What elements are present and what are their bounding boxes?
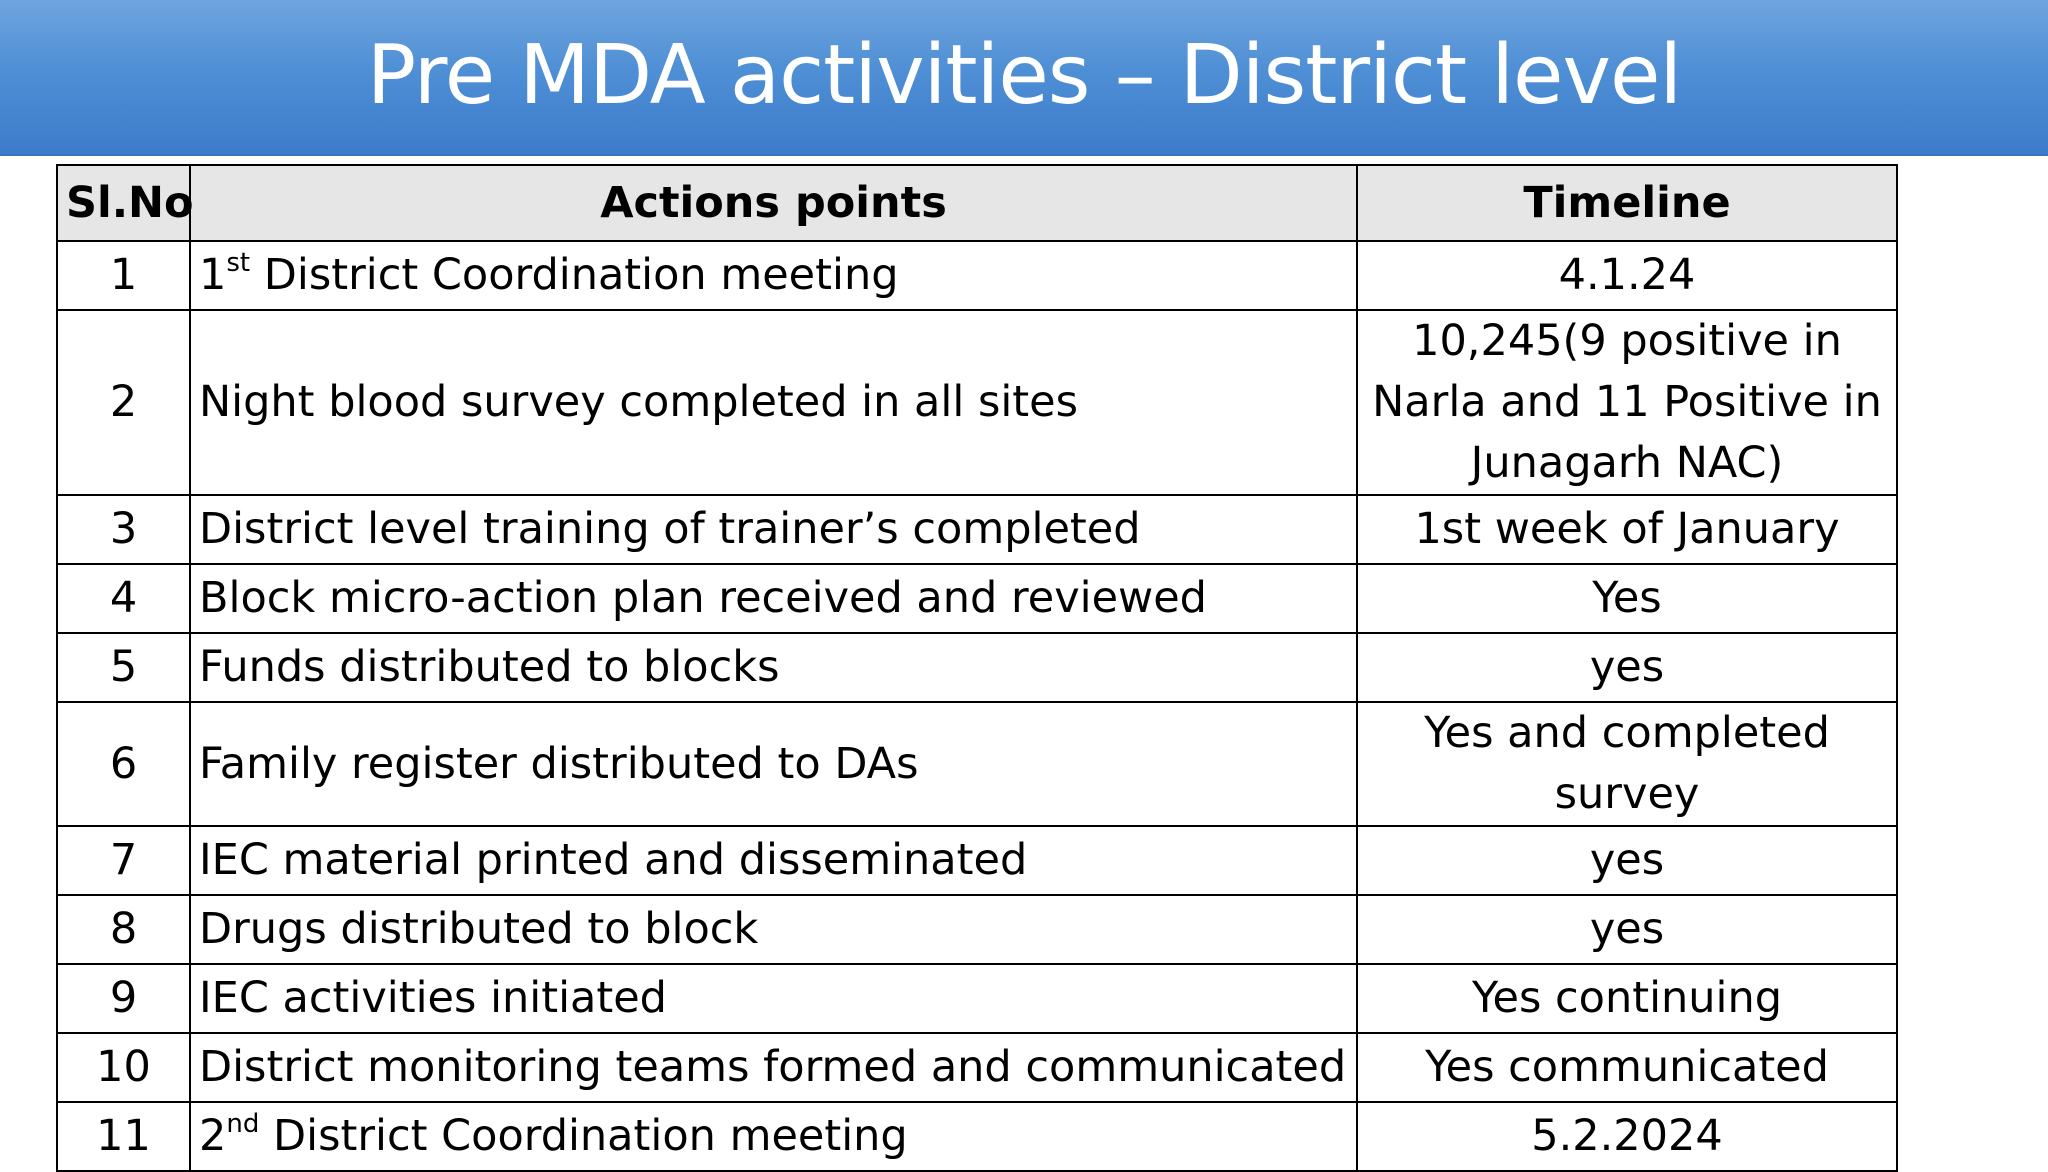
activities-table [56,164,1898,1172]
header-actions-points: Actions points [190,165,1357,241]
action-point: Night blood survey completed in all sites [190,310,1357,495]
timeline-value [1357,702,1897,826]
header-sl-no: Sl.No [57,165,190,241]
table-row [57,1033,1897,1102]
action-point [190,1102,1357,1171]
action-point: IEC material printed and disseminated [190,826,1357,895]
timeline-value [1357,310,1897,495]
action-point: Funds distributed to blocks [190,633,1357,702]
timeline-value: 5.2.2024 [1357,1102,1897,1171]
row-number: 9 [57,964,190,1033]
action-point [190,241,1357,310]
table-row [57,1102,1897,1171]
timeline-value: yes [1357,895,1897,964]
row-number: 2 [57,310,190,495]
action-ordinal: 1 [199,250,227,300]
action-point: District level training of trainer’s completed [190,495,1357,564]
row-number: 7 [57,826,190,895]
timeline-value: 4.1.24 [1357,241,1897,310]
row-number: 11 [57,1102,190,1171]
action-point: Family register distributed to DAs [190,702,1357,826]
timeline-value: yes [1357,633,1897,702]
timeline-line: Yes and completed [1424,708,1830,758]
row-number: 10 [57,1033,190,1102]
action-text: District Coordination meeting [259,1111,908,1161]
row-number: 3 [57,495,190,564]
table-row [57,826,1897,895]
table-row [57,964,1897,1033]
row-number: 5 [57,633,190,702]
timeline-line: Narla and 11 Positive in [1372,377,1882,427]
row-number: 8 [57,895,190,964]
timeline-line: survey [1554,769,1700,819]
action-point: District monitoring teams formed and communicated [190,1033,1357,1102]
table-header-row [57,165,1897,241]
action-point: IEC activities initiated [190,964,1357,1033]
timeline-value: Yes continuing [1357,964,1897,1033]
table-row [57,895,1897,964]
action-ordinal-suffix: nd [226,1109,260,1139]
action-point: Drugs distributed to block [190,895,1357,964]
table-row [57,702,1897,826]
row-number: 6 [57,702,190,826]
timeline-value: Yes [1357,564,1897,633]
row-number: 1 [57,241,190,310]
table-row [57,241,1897,310]
timeline-value: 1st week of January [1357,495,1897,564]
timeline-value: yes [1357,826,1897,895]
activities-table-container [56,164,1896,1172]
timeline-line: 10,245(9 positive in [1412,316,1842,366]
table-row [57,495,1897,564]
action-ordinal: 2 [199,1111,227,1161]
table-row [57,633,1897,702]
timeline-value: Yes communicated [1357,1033,1897,1102]
header-timeline: Timeline [1357,165,1897,241]
timeline-line: Junagarh NAC) [1470,438,1784,488]
action-point: Block micro-action plan received and reviewed [190,564,1357,633]
table-row [57,564,1897,633]
table-row [57,310,1897,495]
action-text: District Coordination meeting [250,250,899,300]
action-ordinal-suffix: st [226,248,251,278]
row-number: 4 [57,564,190,633]
slide-title: Pre MDA activities – District level [366,27,1682,123]
